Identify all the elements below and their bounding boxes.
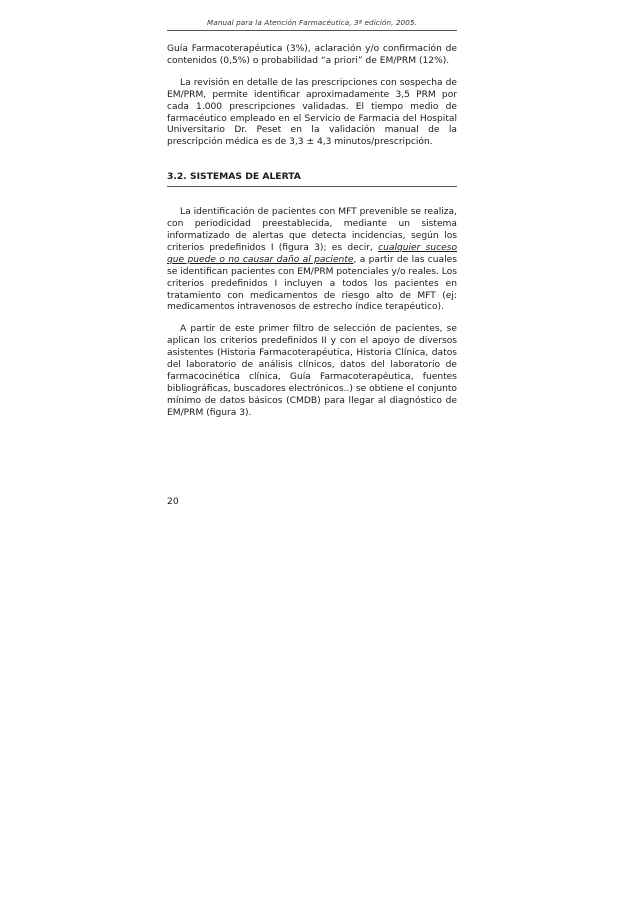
running-header: Manual para la Atención Farmacéutica, 3ª edición, 2005.	[167, 18, 457, 31]
section-heading: 3.2. SISTEMAS DE ALERTA	[167, 171, 457, 187]
paragraph-continuation: Guía Farmacoterapéutica (3%), aclaración y/o confirmación de contenidos (0,5%) o probabilidad “a priori” de EM/PRM (12%).	[167, 44, 457, 66]
paragraph-alert-system-part1: La identificación de pacientes con MFT prevenible se realiza, con periodicidad preestablecida, mediante un sistema informatizado de alertas que detecta incidencias, según los criterios predefinidos I (figura 3); es decir,	[167, 207, 457, 253]
paragraph-alert-system	[167, 207, 457, 314]
paragraph-prescription-review: La revisión en detalle de las prescripciones con sospecha de EM/PRM, permite identificar aproximadamente 3,5 PRM por cada 1.000 prescripciones validadas. El tiempo medio de farmacéutico empleado en el Servicio de Farmacia del Hospital Universitario Dr. Peset en la validación manual de la prescripción médica es de 3,3 ± 4,3 minutos/prescripción.	[167, 77, 457, 148]
page-body	[167, 44, 457, 430]
paragraph-alert-system-part2: , a partir de las cuales se identifican pacientes con EM/PRM potenciales y/o reales. Los criterios predefinidos I incluyen a todos los pacientes en tratamiento con medicamentos de riesgo alto de MFT (ej: medicamentos intravenosos de estrecho índice terapéutico).	[167, 254, 457, 313]
page-number: 20	[167, 496, 179, 507]
paragraph-second-filter: A partir de este primer filtro de selección de pacientes, se aplican los criterios predefinidos II y con el apoyo de diversos asistentes (Historia Farmacoterapéutica, Historia Clínica, datos del laboratorio de análisis clínicos, datos del laboratorio de farmacocinética clínica, Guía Farmacoterapéutica, fuentes bibliográficas, buscadores electrónicos..) se obtiene el conjunto mínimo de datos básicos (CMDB) para llegar al diagnóstico de EM/PRM (figura 3).	[167, 324, 457, 418]
emphasized-definition: cualquier suceso que puede o no causar daño al paciente	[167, 242, 458, 265]
